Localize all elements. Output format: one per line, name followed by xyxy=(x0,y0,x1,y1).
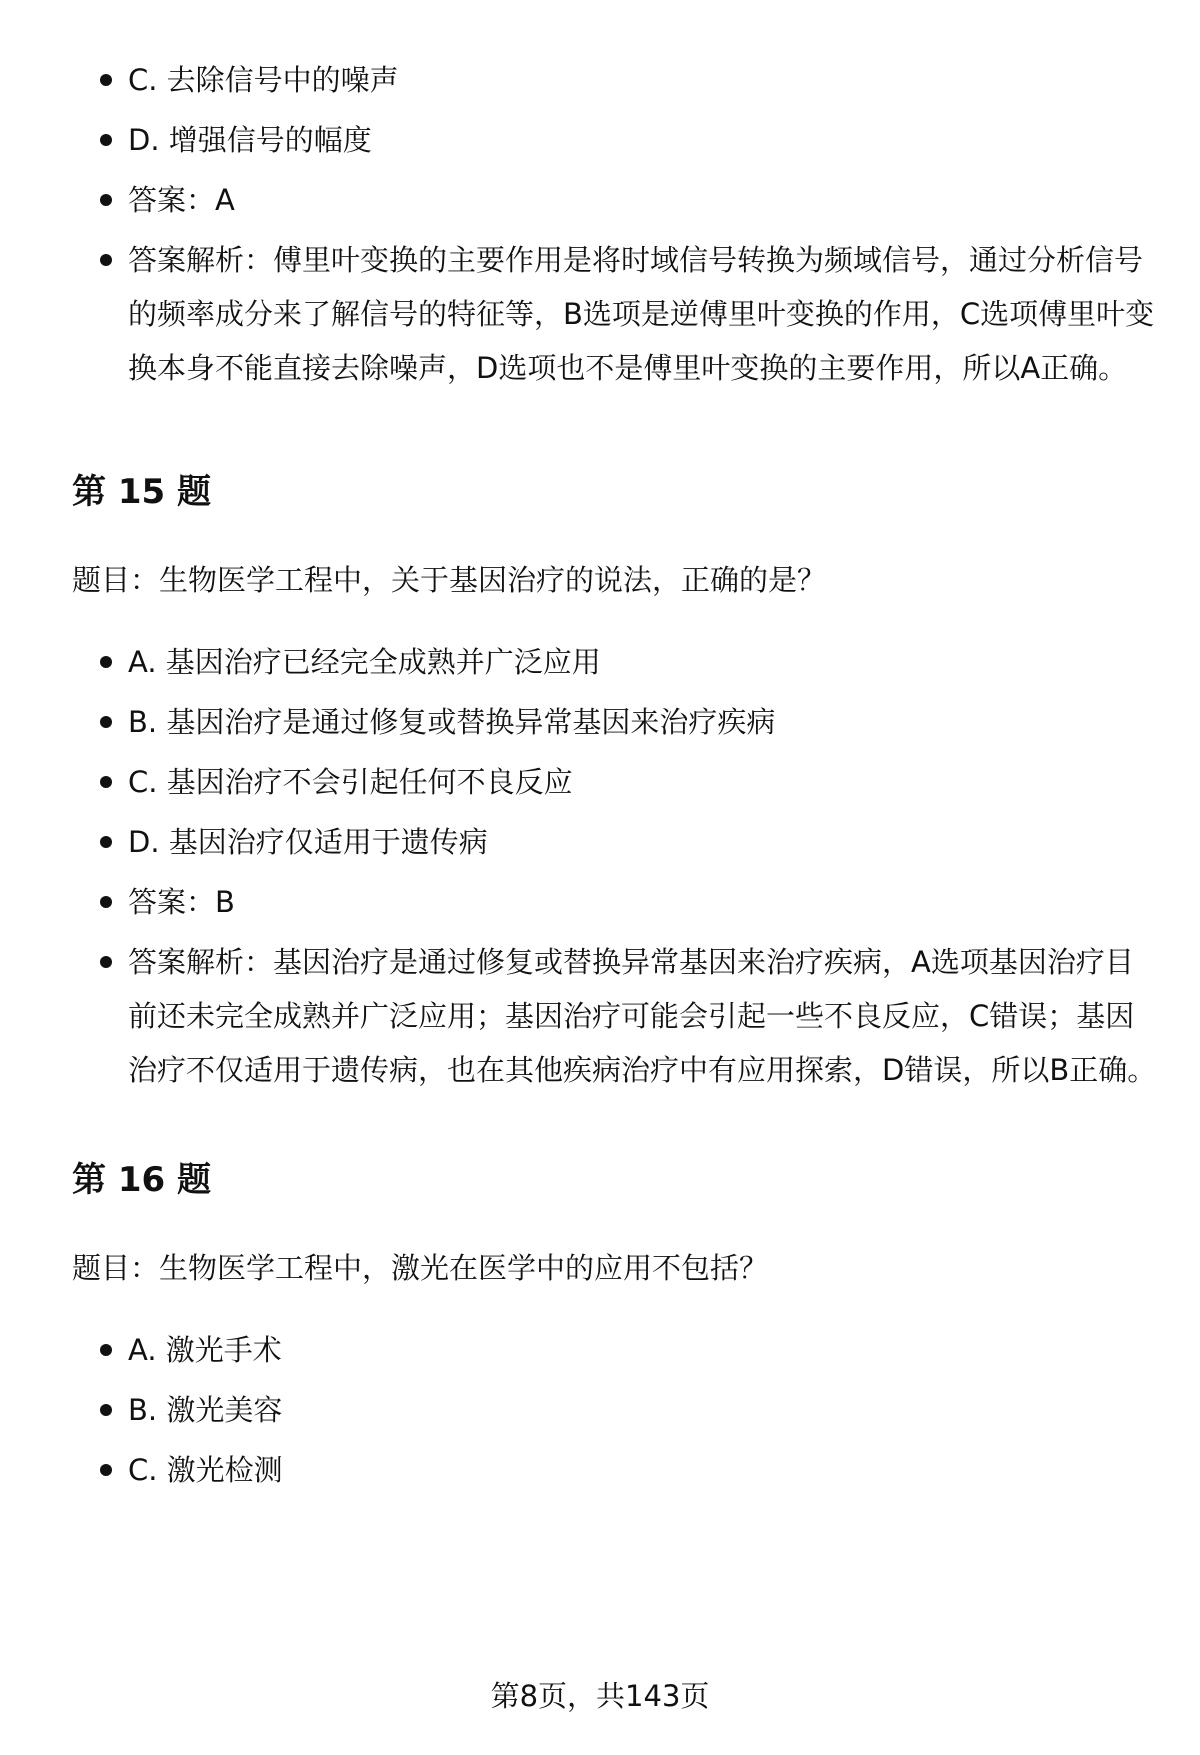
option-d xyxy=(72,110,1162,170)
bullet-icon xyxy=(100,1344,112,1356)
option-text: A. 基因治疗已经完全成熟并广泛应用 xyxy=(128,645,601,679)
option-d xyxy=(72,812,1162,872)
answer-text: 答案：B xyxy=(128,885,235,919)
bullet-icon xyxy=(100,656,112,668)
analysis-text: 答案解析：基因治疗是通过修复或替换异常基因来治疗疾病，A选项基因治疗目前还未完全成熟并广泛应用；基因治疗可能会引起一些不良反应，C错误；基因治疗不仅适用于遗传病，也在其他疾病治疗中有应用探索，D错误，所以B正确。 xyxy=(128,945,1157,1087)
bullet-icon xyxy=(100,1464,112,1476)
option-text: D. 基因治疗仅适用于遗传病 xyxy=(128,825,488,859)
question-16-heading: 第 16 题 xyxy=(72,1160,211,1200)
question-15-prompt: 题目：生物医学工程中，关于基因治疗的说法，正确的是？ xyxy=(72,563,827,597)
option-b xyxy=(72,692,1162,752)
option-text: C. 去除信号中的噪声 xyxy=(128,63,399,97)
page-indicator: 第8页，共143页 xyxy=(490,1679,710,1713)
bullet-icon xyxy=(100,1404,112,1416)
option-text: C. 基因治疗不会引起任何不良反应 xyxy=(128,765,573,799)
option-text: B. 基因治疗是通过修复或替换异常基因来治疗疾病 xyxy=(128,705,776,739)
answer-analysis xyxy=(72,230,1162,395)
prev-question-options xyxy=(72,50,1162,395)
option-a xyxy=(72,1320,1162,1380)
bullet-icon xyxy=(100,194,112,206)
option-b xyxy=(72,1380,1162,1440)
bullet-icon xyxy=(100,896,112,908)
option-text: C. 激光检测 xyxy=(128,1453,283,1487)
bullet-icon xyxy=(100,716,112,728)
answer-text: 答案：A xyxy=(128,183,235,217)
bullet-icon xyxy=(100,836,112,848)
bullet-icon xyxy=(100,776,112,788)
question-16-prompt: 题目：生物医学工程中，激光在医学中的应用不包括？ xyxy=(72,1251,769,1285)
bullet-icon xyxy=(100,254,112,266)
option-c xyxy=(72,752,1162,812)
question-16-options xyxy=(72,1320,1162,1500)
answer xyxy=(72,170,1162,230)
option-c xyxy=(72,1440,1162,1500)
option-text: B. 激光美容 xyxy=(128,1393,283,1427)
option-text: A. 激光手术 xyxy=(128,1333,282,1367)
option-a xyxy=(72,632,1162,692)
question-15-options xyxy=(72,632,1162,1097)
answer-analysis xyxy=(72,932,1162,1097)
bullet-icon xyxy=(100,956,112,968)
bullet-icon xyxy=(100,134,112,146)
option-text: D. 增强信号的幅度 xyxy=(128,123,372,157)
bullet-icon xyxy=(100,74,112,86)
question-15-heading: 第 15 题 xyxy=(72,472,211,512)
analysis-text: 答案解析：傅里叶变换的主要作用是将时域信号转换为频域信号，通过分析信号的频率成分来了解信号的特征等，B选项是逆傅里叶变换的作用，C选项傅里叶变换本身不能直接去除噪声，D选项也不是傅里叶变换的主要作用，所以A正确。 xyxy=(128,243,1155,385)
option-c xyxy=(72,50,1162,110)
answer xyxy=(72,872,1162,932)
